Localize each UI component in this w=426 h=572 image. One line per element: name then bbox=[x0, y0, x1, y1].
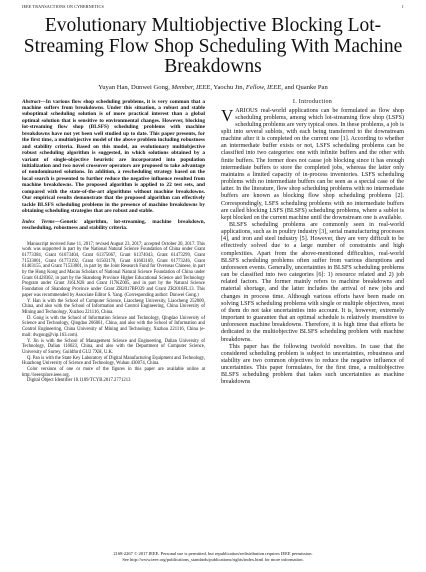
abstract-text: —In various flow shop scheduling problems, it is very common that a machine suffers from breakdowns. Under this situation, a robust and stable suboptimal scheduling solution is of more practical interest than a global optimal solution that is sensitive to environmental changes. However, blocking lot-streaming flow shop (BLSFS) scheduling problems with machine breakdowns have not yet been well studied up to date. This paper presents, for the first time, a multiobjective model of the above problem including robustness and stability criteria. Based on this model, an evolutionary multiobjective robust scheduling algorithm is suggested, in which solutions obtained by a variant of single-objective heuristic are incorporated into population initialization and two novel crossover operators are proposed to take advantage of nondominated solutions. In addition, a rescheduling strategy based on the local search is presented to further reduce the negative influence resulted from machine breakdowns. The proposed algorithm is applied to 22 test sets, and compared with the state-of-the-art algorithms without machine breakdowns. Our empirical results demonstrate that the proposed algorithm can effectively tackle BLSFS scheduling problems in the presence of machine breakdowns by obtaining scheduling strategies that are robust and stable. bbox=[22, 98, 205, 215]
footnote-doi: Digital Object Identifier 10.1109/TCYB.2017.2771213 bbox=[27, 378, 131, 384]
footnote-color: Color versions of one or more of the figures in this paper are available online at http://ieeexplore.ieee.org. bbox=[22, 367, 205, 378]
footnote-gong: D. Gong is with the School of Information Science and Technology, Qingdao University of Science and Technology, Qingdao 266061, China, and also with the School of Information and Control Engineering, China University of Mining and Technology, Xuzhou 221116, China (e-mail: dwgong@vip.163.com). bbox=[22, 315, 205, 338]
index-terms-text: —Genetic algorithm, lot-streaming, machine breakdown, rescheduling, robustness and stability criteria. bbox=[22, 218, 205, 232]
running-head bbox=[22, 4, 404, 12]
footnote-manuscript: Manuscript received June 11, 2017; revised August 23, 2017; accepted October 20, 2017. This work was supported in part by the National Natural Science Foundation of China under Grant 61773384, Grant 61673404, Grant 61375067, Grant 61374043, Grant 61473299, Grant 71533001, Grant 61773192, Grant 61503170, Grant 61603169, Grant 61773246, Grant 61403155, and Grant 71533001, in part by the Joint Research Fund for Overseas Chinese, in part by the Hong Kong and Macau Scholars of National Natural Science Foundation of China under Grant 61428302, in part by the Shandong Province Higher Educational Science and Technology Program under Grant J16LN28 and Grant J17KZ005, and in part by the Natural Science Foundation of Shandong Province under Grant ZR2017BF039 and Grant ZR2016FL13. This paper was recommended by Associate Editor S. Yang. (Corresponding author: Dunwei Gong.) bbox=[22, 241, 205, 298]
copyright-line-2: See http://www.ieee.org/publications_standards/publications/rights/index.html for more information. bbox=[122, 556, 304, 562]
footnotes bbox=[22, 242, 205, 385]
section-heading-introduction: I. Introduction bbox=[292, 98, 333, 105]
author-list bbox=[22, 84, 404, 91]
copyright-notice bbox=[22, 551, 404, 562]
author-jin-degree: , Fellow, IEEE bbox=[242, 83, 282, 91]
right-column bbox=[221, 99, 404, 387]
two-column-body bbox=[22, 99, 404, 387]
intro-paragraph-2: BLSFS scheduling problems are commonly seen in real-world applications, such as in poultry industry [3], serial manufacturing processes [4], and iron and steel industry [5]. However, they are very difficult to be effectively solved due to a large number of constraints and high complexities. Apart from the above-mentioned difficulties, real-world BLSFS scheduling problems often suffer from various disruptions and unforeseen events. Generally, uncertainties in BLSFS scheduling problems can be classified into two categories [6]: 1) resource related and 2) job related factors. The former mainly refers to machine breakdowns and material shortage, and the latter includes the arrival of new jobs and changes in process time. Although various efforts have been made on solving LSFS scheduling problems with single or multiple objectives, most of them do not take uncertainties into account. It is, however, extremely important to guarantee that an optimal schedule is relatively insensitive to unforeseen machine breakdowns. Therefore, it is high time that efforts be dedicated to the multiobjective BLSFS scheduling problem with machine breakdowns. bbox=[221, 222, 404, 343]
footnote-pan: Q. Pan is with the State Key Laboratory of Digital Manufacturing Equipment and Technology, Huazhong University of Science and Technology, Wuhan 430074, China. bbox=[22, 355, 205, 367]
copyright-line-1: 2168-2267 © 2017 IEEE. Personal use is permitted, but republication/redistribution requires IEEE permission. bbox=[113, 551, 313, 556]
paper-title: Evolutionary Multiobjective Blocking Lot-Streaming Flow Shop Scheduling With Machine Breakdowns bbox=[23, 15, 403, 77]
introduction-text bbox=[221, 105, 404, 387]
abstract bbox=[22, 99, 205, 215]
drop-cap: V bbox=[221, 105, 234, 125]
index-terms bbox=[22, 219, 205, 232]
page-number: 1 bbox=[401, 4, 404, 9]
footnote-han: Y. Han is with the School of Computer Science, Liaocheng University, Liaocheng 252000, China, and also with the School of Information and Control Engineering, China University of Mining and Technology, Xuzhou 221116, China. bbox=[22, 298, 205, 315]
left-column bbox=[22, 99, 205, 387]
author-han-gong: Yuyan Han, Dunwei Gong bbox=[98, 83, 169, 91]
intro-paragraph-3: This paper has the following twofold novelties. In case that the considered scheduling problem is subject to uncertainties, robustness and stability are two common objectives to reduce the negative influence of uncertainties. This paper formulates, for the first time, a multiobjective BLSFS scheduling problem that takes such uncertainties as machine breakdowns bbox=[221, 343, 404, 386]
author-jin: , Yaochu Jin bbox=[210, 83, 243, 91]
intro-paragraph-1 bbox=[221, 105, 404, 223]
author-pan: , and Quanke Pan bbox=[281, 83, 328, 91]
footnote-jin: Y. Jin is with the School of Management Science and Engineering, Dalian University of Technology, Dalian 116023, China, and also with the Department of Computer Science, University of Surrey, Guildford GU2 7XH, U.K. bbox=[22, 338, 205, 355]
index-terms-label: Index Terms bbox=[22, 218, 55, 225]
journal-name: IEEE TRANSACTIONS ON CYBERNETICS bbox=[22, 4, 104, 9]
author-gong-degree: , Member, IEEE bbox=[168, 83, 211, 91]
abstract-label: Abstract bbox=[22, 98, 41, 105]
intro-paragraph-1-text: ARIOUS real-world applications can be formulated as flow shop scheduling problems, among which lot-streaming flow shop (LSFS) scheduling problems are very typical ones. In these problems, a job is split into several sublots, with each being transferred to the downstream machine after it is completed on the current one [1]. According to whether an intermediate buffer exists or not, LSFS scheduling problems can be classified into two categories: one with infinite buffers and the other with finite buffers. The former does not cause job blocking since it has enough intermediate buffers to store the completed jobs, whereas the latter only maintains a limited capacity of in-process inventories. LSFS scheduling problems with no intermediate buffers can be seen as a special case of the latter. In the literature, flow shop scheduling problems with no intermediate buffers are known as blocking flow shop scheduling problems [2]. Correspondingly, LSFS scheduling problems with no intermediate buffers are called blocking LSFS (BLSFS) scheduling problems, where a sublot is kept blocked on the current machine until the downstream one is available. bbox=[221, 107, 404, 221]
